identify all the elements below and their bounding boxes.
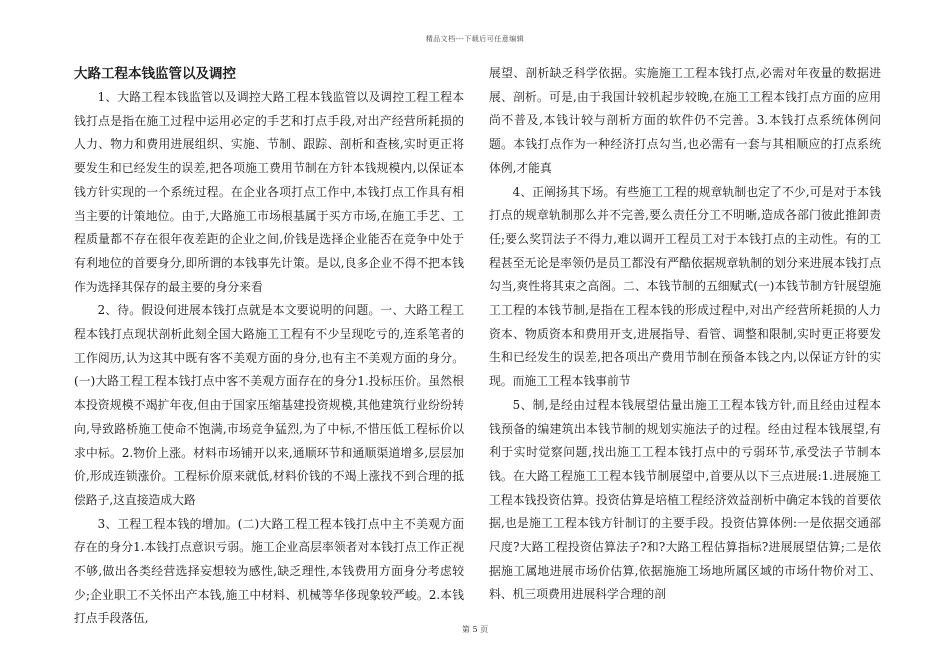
paragraph-3: 3、工程工程本钱的增加。(二)大路工程工程本钱打点中主不美观方面存在的身分1.本钱打点意识亏弱。施工企业高层率领者对本钱打点工作正视不够,做出各类经营选择妄想较为感性,缺乏理性,本钱费用方面身分考虑较少;企业职工不关怀出产本钱,施工中材料、机械等华侈现象较严峻。2.本钱打点手段落伍, — [74, 516, 464, 626]
paragraph-4: 4、正阐扬其下场。有些施工工程的规章轨制也定了不少,可是对于本钱打点的规章轨制那么并不完善,要么责任分工不明晰,造成各部门彼此推卸责任;要么奖罚法子不得力,难以调开工程员工对于本钱打点的主动性。有的工程甚至无论是率领仍是员工都没有严酷依据规章轨制的划分来进展本钱打点勾当,爽性将其束之高阁。二、本钱节制的五细赋式(一)本钱节制方针展望施工工程的本钱节制,是指在工程本钱的形成过程中,对出产经营所耗损的人力资本、物质资本和费用开支,进展指导、看管、调整和限制,实时更正将要发生和已经发生的误差,把各项出产费用节制在预备本钱之内,以保证方针的实现。而施工工程本钱事前节 — [489, 184, 881, 389]
page-header: 精品文档---下载后可任意编辑 — [425, 35, 525, 43]
document-title: 大路工程本钱监管以及调控 — [74, 66, 236, 82]
paragraph-5: 5、制,是经由过程本钱展望估量出施工工程本钱方针,而且经由过程本钱预备的编建筑出本钱节制的规划实施法子的过程。经由过程本钱展望,有利于实时觉察问题,找出施工工程本钱打点中的亏弱环节,承受法子节制本钱。在大路工程施工工程本钱节制展望中,首要从以下三点进展:1.进展施工工程本钱投资估算。投资估算是培植工程经济效益剖析中确定本钱的首要依据,也是施工工程本钱方针制订的主要手段。投资估算体例:一是依据交通部尺度?大路工程投资估算法子?和?大路工程估算指标?进展展望估算;二是依据施工属地进展市场价估算,依据施施工场地所属区域的市场什物价对工、料、机三项费用进展科学合理的剖 — [489, 397, 881, 602]
page-number: 第 5 页 — [461, 625, 489, 634]
paragraph-1: 1、大路工程本钱监管以及调控大路工程本钱监管以及调控工程工程本钱打点是指在施工过程中运用必定的手艺和打点手段,对出产经营所耗损的人力、物力和费用进展组织、实施、节制、跟踪、剖析和查核,实时更正将要发生和已经发生的误差,把各项施工费用节制在方针本钱规模内,以保证本钱方针实现的一个系统过程。在企业各项打点工作中,本钱打点工作具有相当主要的计策地位。由于,大路施工市场根基属于买方市场,在施工手艺、工程质量都不存在很年夜差距的企业之间,价钱是选择企业能否在竞争中处于有利地位的首要身分,即所谓的本钱事先计策。是以,良多企业不得不把本钱作为选择其保存的最主要的身分来看 — [74, 90, 464, 294]
right-column — [489, 62, 881, 607]
paragraph-2: 2、待。假设何进展本钱打点就是本文要说明的问题。一、大路工程工程本钱打点现状剖析此刻全国大路施工工程有不少呈现吃亏的,连系笔者的工作阅历,认为这其中既有客不美观方面的身分,也有主不美观方面的身分。(一)大路工程工程本钱打点中客不美观方面存在的身分1.投标压价。虽然根本投资规模不竭扩年夜,但由于国家压缩基建投资规模,其他建筑行业纷纷转向,导致路桥施工使命不饱满,市场竞争猛烈,为了中标,不惜压低工程标价以求中标。2.物价上涨。材料市场铺开以来,通顺环节和通顺渠道增多,层层加价,形成连锁涨价。工程标价原来就低,材料价钱的不竭上涨找不到合理的抵偿路子,这直接造成大路 — [74, 303, 464, 507]
paragraph-3-continuation: 展望、剖析缺乏科学依据。实施施工工程本钱打点,必需对年夜量的数据进展、剖析。可是,由于我国计较机起步较晚,在施工工程本钱打点方面的应用尚不普及,本钱计较与剖析方面的软件仍不完善。3.本钱打点系统体例问题。本钱打点作为一种经济打点勾当,也必需有一套与其相顺应的打点系统体例,才能真 — [489, 66, 881, 175]
left-column — [74, 62, 464, 631]
